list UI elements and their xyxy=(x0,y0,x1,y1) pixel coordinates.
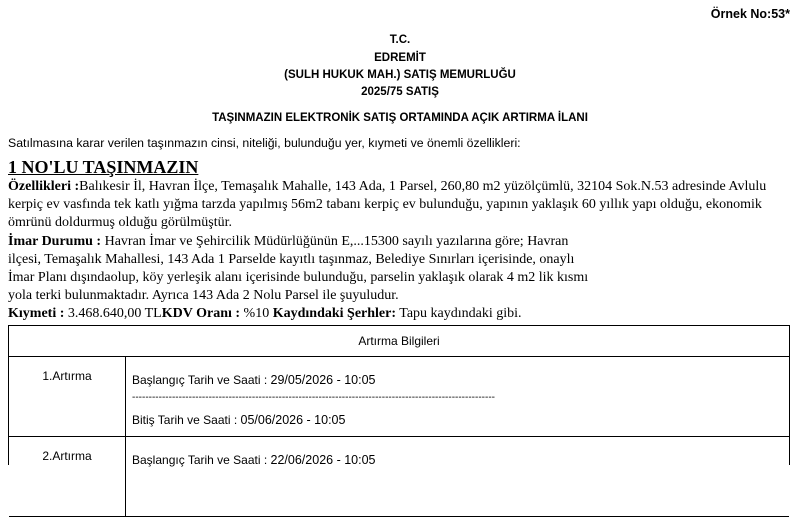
court-office: (SULH HUKUK MAH.) SATIŞ MEMURLUĞU xyxy=(284,69,516,81)
notice-title: TAŞINMAZIN ELEKTRONİK SATIŞ ORTAMINDA AÇIK ARTIRMA İLANI xyxy=(212,112,588,124)
round-start-line xyxy=(132,373,375,387)
property-heading: 1 NO'LU TAŞINMAZIN xyxy=(8,157,199,177)
vat-label: KDV Oranı : xyxy=(161,306,241,321)
round-start-line xyxy=(132,453,375,467)
zoning-paragraph xyxy=(8,233,598,305)
record-label: Kaydındaki Şerhler: xyxy=(272,306,397,321)
valuation-line xyxy=(8,305,792,323)
record-text: Tapu kaydındaki gibi. xyxy=(396,306,522,321)
intro-text: Satılmasına karar verilen taşınmazın cinsi, niteliği, bulunduğu yer, kıymeti ve önemli özellikleri: xyxy=(8,136,521,150)
features-label: Özellikleri : xyxy=(8,179,80,194)
zoning-text: Havran İmar ve Şehircilik Müdürlüğünün E,...15300 sayılı yazılarına göre; Havran ilçesi, Temaşalık Mahallesi, 143 Ada 1 Parselde kayıtlı taşınmaz, Belediye Sınırları içerisinde, onaylı İmar Planı dışındaolup, köy yerleşik alanı içerisinde bulunduğu, parselin yaklaşık olarak 4 m2 lik kısmı yola terki bulunmaktadır. Ayrıca 143 Ada 2 Nolu Parsel ile şuyuludur. xyxy=(8,234,589,303)
round-label: 2.Artırma xyxy=(9,437,126,516)
auction-table xyxy=(8,325,790,465)
features-paragraph xyxy=(8,178,792,232)
value-label: Kıymeti : xyxy=(8,306,65,321)
court-file-number: 2025/75 SATIŞ xyxy=(361,86,439,98)
zoning-label: İmar Durumu : xyxy=(8,234,102,249)
round-details xyxy=(127,357,789,436)
court-tc: T.C. xyxy=(389,34,411,46)
auction-table-header: Artırma Bilgileri xyxy=(9,326,789,357)
round-label: 1.Artırma xyxy=(9,357,126,436)
end-label: Bitiş Tarih ve Saati : xyxy=(132,413,241,427)
auction-round-row xyxy=(9,437,789,517)
value-text: 3.468.640,00 TL xyxy=(64,306,162,321)
sample-number: Örnek No:53* xyxy=(710,7,790,21)
round-details xyxy=(127,437,789,516)
round-separator: ------------------------------------------------------------------------------------------------------------- xyxy=(132,392,495,403)
auction-round-row xyxy=(9,357,789,437)
round-end-line xyxy=(132,413,345,427)
start-label: Başlangıç Tarih ve Saati : xyxy=(132,453,271,467)
start-value: 22/06/2026 - 10:05 xyxy=(270,453,376,467)
start-label: Başlangıç Tarih ve Saati : xyxy=(132,373,271,387)
features-text: Balıkesir İl, Havran İlçe, Temaşalık Mahalle, 143 Ada, 1 Parsel, 260,80 m2 yüzölçümlü, 32104 Sok.N.53 adresinde Avlulu kerpiç ev vasfında tek katlı yığma tarzda yapılmış 56m2 tabanı kerpiç ev bulunduğu, yapının yaklaşık 60 yıllık yapı olduğu, ekonomik ömrünü doldurmuş olduğu görülmüştür. xyxy=(8,179,767,230)
end-value: 05/06/2026 - 10:05 xyxy=(240,413,346,427)
start-value: 29/05/2026 - 10:05 xyxy=(270,373,376,387)
vat-text: %10 xyxy=(240,306,273,321)
court-city: EDREMİT xyxy=(374,52,426,64)
